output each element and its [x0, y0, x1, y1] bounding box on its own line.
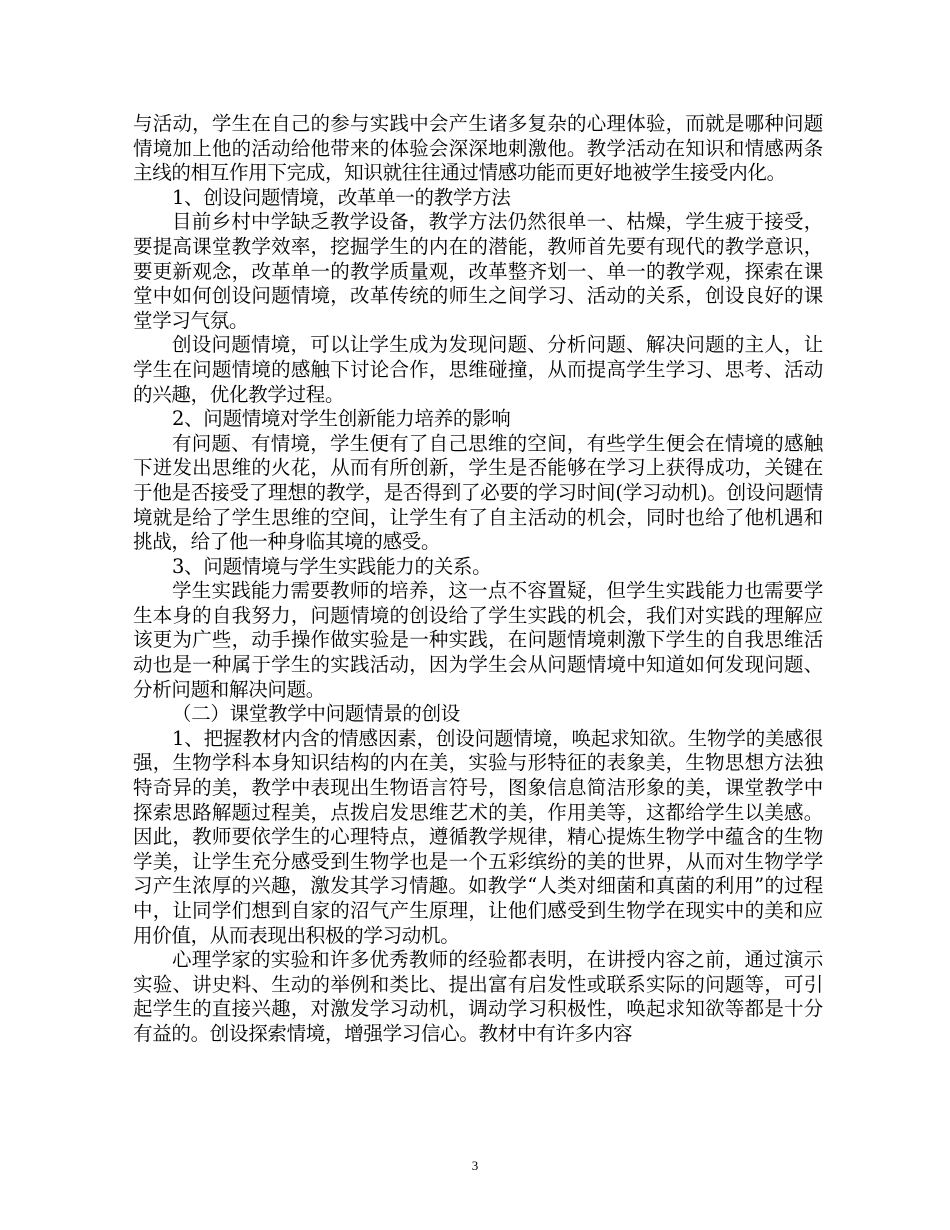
paragraph: 有问题、有情境，学生便有了自己思维的空间，有些学生便会在情境的感触下迸发出思维的火花，从而有所创新，学生是否能够在学习上获得成功，关键在于他是否接受了理想的教学，是否得到了必要的学习时间(学习动机)。创设问题情境就是给了学生思维的空间，让学生有了自主活动的机会，同时也给了他机遇和挑战，给了他一种身临其境的感受。 [133, 431, 823, 554]
page-number: 3 [471, 1158, 479, 1173]
section-heading: 2、问题情境对学生创新能力培养的影响 [172, 407, 511, 431]
paragraph: 心理学家的实验和许多优秀教师的经验都表明，在讲授内容之前，通过演示实验、讲史料、生动的举例和类比、提出富有启发性或联系实际的问题等，可引起学生的直接兴趣，对激发学习动机，调动学习积极性，唤起求知欲等都是十分有益的。创设探索情境，增强学习信心。教材中有许多内容 [133, 948, 823, 1045]
paragraph: 学生实践能力需要教师的培养，这一点不容置疑，但学生实践能力也需要学生本身的自我努力，问题情境的创设给了学生实践的机会，我们对实践的理解应该更为广些，动手操作做实验是一种实践，在问题情境刺激下学生的自我思维活动也是一种属于学生的实践活动，因为学生会从问题情境中知道如何发现问题、分析问题和解决问题。 [133, 579, 823, 701]
section-heading: 3、问题情境与学生实践能力的关系。 [172, 554, 492, 578]
paragraph: 目前乡村中学缺乏教学设备，教学方法仍然很单一、枯燥，学生疲于接受，要提高课堂教学效率，挖掘学生的内在的潜能，教师首先要有现代的教学意识，要更新观念，改革单一的教学质量观，改革整齐划一、单一的教学观，探索在课堂中如何创设问题情境，改革传统的师生之间学习、活动的关系，创设良好的课堂学习气氛。 [133, 210, 823, 332]
section-heading: （二）课堂教学中问题情景的创设 [172, 702, 461, 726]
paragraph: 1、把握教材内含的情感因素，创设问题情境，唤起求知欲。生物学的美感很强，生物学科本身知识结构的内在美，实验与形特征的表象美，生物思想方法独特奇异的美，教学中表现出生物语言符号，图象信息简洁形象的美，课堂教学中探索思路解题过程美，点拨启发思维艺术的美，作用美等，这都给学生以美感。因此，教师要依学生的心理特点，遵循教学规律，精心提炼生物学中蕴含的生物学美，让学生充分感受到生物学也是一个五彩缤纷的美的世界，从而对生物学学习产生浓厚的兴趣，激发其学习情趣。如教学“人类对细菌和真菌的利用”的过程中，让同学们想到自家的沼气产生原理，让他们感受到生物学在现实中的美和应用价值，从而表现出积极的学习动机。 [133, 726, 823, 947]
section-heading: 1、创设问题情境，改革单一的教学方法 [172, 185, 511, 209]
paragraph: 与活动，学生在自己的参与实践中会产生诸多复杂的心理体验，而就是哪种问题情境加上他的活动给他带来的体验会深深地刺激他。教学活动在知识和情感两条主线的相互作用下完成，知识就往往通过情感功能而更好地被学生接受内化。 [133, 112, 823, 185]
paragraph: 创设问题情境，可以让学生成为发现问题、分析问题、解决问题的主人，让学生在问题情境的感触下讨论合作，思维碰撞，从而提高学生学习、思考、活动的兴趣，优化教学过程。 [133, 333, 823, 406]
document-body [133, 112, 823, 1047]
